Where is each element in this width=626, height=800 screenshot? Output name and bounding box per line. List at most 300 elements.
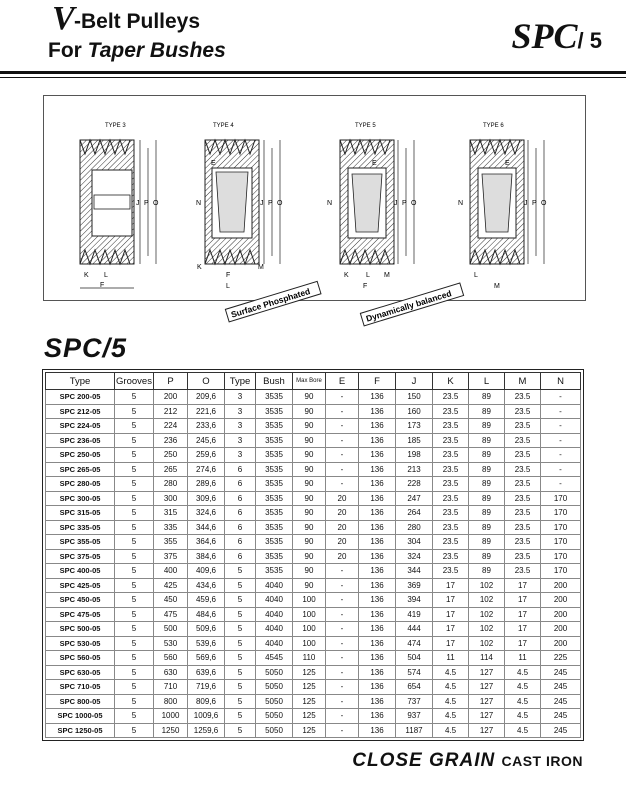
table-cell: 89 [469, 404, 505, 419]
table-cell: 369 [396, 578, 433, 593]
type-4-dim-m: M [258, 264, 264, 271]
table-cell: SPC 530-05 [46, 636, 115, 651]
table-cell: 213 [396, 462, 433, 477]
table-cell: 170 [541, 506, 581, 521]
table-cell: 3535 [256, 564, 293, 579]
table-cell: 23.5 [433, 520, 469, 535]
table-cell: 136 [359, 593, 396, 608]
table-cell: 102 [469, 578, 505, 593]
table-cell: 136 [359, 462, 396, 477]
table-cell: 264 [396, 506, 433, 521]
table-cell: - [541, 419, 581, 434]
table-cell: 4.5 [505, 723, 541, 738]
table-cell: 170 [541, 535, 581, 550]
table-cell: 23.5 [505, 535, 541, 550]
table-cell: 89 [469, 549, 505, 564]
table-cell: SPC 355-05 [46, 535, 115, 550]
type-6-dim-o: O [541, 200, 547, 207]
type-4-dim-l: L [226, 283, 230, 290]
table-cell: 23.5 [433, 433, 469, 448]
table-cell: 23.5 [505, 506, 541, 521]
table-cell: SPC 335-05 [46, 520, 115, 535]
table-cell: 3 [225, 433, 256, 448]
table-cell: 23.5 [433, 491, 469, 506]
table-cell: - [326, 448, 359, 463]
footer-emph: CLOSE GRAIN [352, 750, 496, 771]
footer-rest: CAST IRON [501, 753, 583, 769]
table-cell: 250 [154, 448, 188, 463]
table-cell: 233,6 [188, 419, 225, 434]
table-cell: 17 [433, 636, 469, 651]
table-cell: 3 [225, 390, 256, 405]
table-cell: 17 [505, 636, 541, 651]
table-cell: - [326, 651, 359, 666]
table-cell: - [541, 462, 581, 477]
table-cell: 6 [225, 535, 256, 550]
type-5-dim-j: J [394, 200, 398, 207]
table-cell: 6 [225, 520, 256, 535]
table-cell: 265 [154, 462, 188, 477]
table-row [46, 564, 581, 579]
table-cell: 809,6 [188, 694, 225, 709]
col-header-p: P [154, 373, 188, 390]
table-cell: 3535 [256, 491, 293, 506]
table-cell: 5 [115, 680, 154, 695]
table-cell: 23.5 [433, 506, 469, 521]
table-cell: 6 [225, 549, 256, 564]
table-cell: 737 [396, 694, 433, 709]
type-6-dim-l: L [474, 272, 478, 279]
table-cell: - [326, 622, 359, 637]
table-row [46, 636, 581, 651]
table-cell: 245 [541, 709, 581, 724]
table-cell: 200 [541, 607, 581, 622]
table-cell: - [326, 593, 359, 608]
table-cell: 90 [293, 506, 326, 521]
table-cell: 136 [359, 709, 396, 724]
type-5-dim-n: N [327, 200, 333, 207]
table-cell: 102 [469, 593, 505, 608]
table-cell: 225 [541, 651, 581, 666]
table-cell: 136 [359, 549, 396, 564]
table-cell: 136 [359, 622, 396, 637]
table-cell: SPC 265-05 [46, 462, 115, 477]
table-cell: 23.5 [505, 419, 541, 434]
table-cell: SPC 560-05 [46, 651, 115, 666]
table-cell: 136 [359, 433, 396, 448]
table-cell: 23.5 [505, 549, 541, 564]
table-row [46, 535, 581, 550]
table-cell: 4040 [256, 622, 293, 637]
table-row [46, 520, 581, 535]
table-cell: 5 [115, 506, 154, 521]
table-cell: 89 [469, 448, 505, 463]
table-cell: 90 [293, 390, 326, 405]
table-cell: - [326, 680, 359, 695]
table-cell: 136 [359, 477, 396, 492]
table-cell: 127 [469, 709, 505, 724]
table-cell: 400 [154, 564, 188, 579]
table-cell: 5 [225, 665, 256, 680]
table-cell: 4.5 [505, 709, 541, 724]
table-cell: - [541, 404, 581, 419]
table-cell: SPC 250-05 [46, 448, 115, 463]
table-cell: 289,6 [188, 477, 225, 492]
table-cell: - [326, 419, 359, 434]
table-cell: 23.5 [505, 491, 541, 506]
table-row [46, 448, 581, 463]
table-cell: 574 [396, 665, 433, 680]
table-cell: 5 [115, 462, 154, 477]
table-cell: 5050 [256, 694, 293, 709]
table-cell: 89 [469, 419, 505, 434]
table-cell: 800 [154, 694, 188, 709]
table-cell: 425 [154, 578, 188, 593]
table-cell: 4.5 [433, 709, 469, 724]
series-code-suffix: / 5 [577, 28, 602, 53]
footer-tagline [352, 750, 583, 772]
col-header-j: J [396, 373, 433, 390]
table-cell: 136 [359, 723, 396, 738]
table-cell: 245,6 [188, 433, 225, 448]
table-cell: 3 [225, 404, 256, 419]
table-cell: 3 [225, 448, 256, 463]
table-cell: 4.5 [505, 665, 541, 680]
table-cell: - [541, 433, 581, 448]
table-cell: 504 [396, 651, 433, 666]
table-cell: 6 [225, 462, 256, 477]
table-cell: 136 [359, 448, 396, 463]
table-cell: 5 [225, 709, 256, 724]
table-cell: 4040 [256, 636, 293, 651]
table-cell: 247 [396, 491, 433, 506]
table-cell: 228 [396, 477, 433, 492]
table-cell: 102 [469, 607, 505, 622]
col-header-n: N [541, 373, 581, 390]
table-cell: 324 [396, 549, 433, 564]
table-cell: 4.5 [505, 680, 541, 695]
type-5-label: TYPE 5 [355, 123, 376, 129]
table-cell: SPC 212-05 [46, 404, 115, 419]
table-cell: 136 [359, 506, 396, 521]
table-cell: 200 [541, 636, 581, 651]
table-cell: - [541, 477, 581, 492]
table-cell: 125 [293, 665, 326, 680]
col-header-max-bore [293, 373, 326, 390]
table-cell: 3535 [256, 520, 293, 535]
table-cell: 569,6 [188, 651, 225, 666]
table-cell: 136 [359, 694, 396, 709]
table-cell: 89 [469, 491, 505, 506]
table-cell: 136 [359, 564, 396, 579]
table-cell: 5 [225, 651, 256, 666]
spec-table [45, 372, 581, 738]
table-cell: 221,6 [188, 404, 225, 419]
table-cell: 89 [469, 564, 505, 579]
table-cell: 1250 [154, 723, 188, 738]
table-cell: 23.5 [433, 535, 469, 550]
table-cell: 344,6 [188, 520, 225, 535]
table-cell: 136 [359, 651, 396, 666]
title-line-2-emph: Taper Bushes [87, 39, 226, 62]
table-cell: 4545 [256, 651, 293, 666]
table-cell: - [326, 433, 359, 448]
table-cell: 5 [225, 607, 256, 622]
type-3-dim-p: P [144, 200, 149, 207]
table-cell: 136 [359, 390, 396, 405]
table-cell: SPC 475-05 [46, 607, 115, 622]
type-6-dim-p: P [532, 200, 537, 207]
table-cell: 170 [541, 520, 581, 535]
table-cell: 200 [541, 622, 581, 637]
table-cell: 5 [115, 694, 154, 709]
table-cell: 5050 [256, 709, 293, 724]
col-header-bush: Bush [256, 373, 293, 390]
table-cell: 280 [396, 520, 433, 535]
table-cell: 475 [154, 607, 188, 622]
table-cell: 5 [115, 723, 154, 738]
table-cell: 23.5 [505, 433, 541, 448]
type-4-dim-n: N [196, 200, 202, 207]
table-cell: 394 [396, 593, 433, 608]
table-cell: 90 [293, 564, 326, 579]
table-cell: SPC 425-05 [46, 578, 115, 593]
table-cell: 23.5 [505, 520, 541, 535]
table-cell: 5 [115, 636, 154, 651]
table-cell: 23.5 [433, 549, 469, 564]
table-cell: 5 [115, 390, 154, 405]
table-cell: 20 [326, 549, 359, 564]
table-cell: 5 [115, 448, 154, 463]
table-cell: 110 [293, 651, 326, 666]
table-cell: 4.5 [433, 723, 469, 738]
table-cell: 5 [225, 593, 256, 608]
table-cell: 3535 [256, 535, 293, 550]
table-cell: - [326, 564, 359, 579]
table-cell: 90 [293, 477, 326, 492]
type-5-dim-e: E [372, 160, 377, 167]
table-cell: 245 [541, 665, 581, 680]
table-cell: 5 [225, 622, 256, 637]
table-cell: 90 [293, 462, 326, 477]
table-cell: 5 [225, 694, 256, 709]
table-cell: 500 [154, 622, 188, 637]
type-6-dim-e: E [505, 160, 510, 167]
table-row [46, 477, 581, 492]
table-row [46, 578, 581, 593]
col-header-l: L [469, 373, 505, 390]
type-5-dim-k: K [344, 272, 349, 279]
table-cell: 315 [154, 506, 188, 521]
table-cell: - [326, 477, 359, 492]
col-header-type: Type [46, 373, 115, 390]
table-cell: 212 [154, 404, 188, 419]
table-cell: 4040 [256, 593, 293, 608]
table-cell: 444 [396, 622, 433, 637]
table-cell: 125 [293, 680, 326, 695]
table-cell: SPC 224-05 [46, 419, 115, 434]
table-cell: 185 [396, 433, 433, 448]
table-cell: 654 [396, 680, 433, 695]
table-cell: 17 [433, 607, 469, 622]
table-cell: 5 [115, 593, 154, 608]
type-6-dim-n: N [458, 200, 464, 207]
table-cell: 5 [115, 665, 154, 680]
table-cell: 355 [154, 535, 188, 550]
type-4-dim-k: K [197, 264, 202, 271]
table-cell: 335 [154, 520, 188, 535]
type-5-dim-p: P [402, 200, 407, 207]
type-5-dim-o: O [411, 200, 417, 207]
table-row [46, 593, 581, 608]
table-cell: 719,6 [188, 680, 225, 695]
table-cell: SPC 300-05 [46, 491, 115, 506]
table-cell: 136 [359, 636, 396, 651]
table-cell: 17 [433, 622, 469, 637]
table-cell: SPC 450-05 [46, 593, 115, 608]
table-cell: 3535 [256, 477, 293, 492]
table-cell: 23.5 [505, 390, 541, 405]
table-cell: 90 [293, 491, 326, 506]
table-cell: 170 [541, 491, 581, 506]
table-cell: 3535 [256, 549, 293, 564]
table-row [46, 694, 581, 709]
table-cell: 236 [154, 433, 188, 448]
table-cell: - [326, 404, 359, 419]
table-row [46, 651, 581, 666]
table-cell: 200 [541, 593, 581, 608]
type-3-drawing [80, 123, 159, 289]
table-cell: 100 [293, 636, 326, 651]
table-cell: 11 [433, 651, 469, 666]
table-cell: 639,6 [188, 665, 225, 680]
type-5-dim-f: F [363, 283, 368, 290]
table-cell: 200 [154, 390, 188, 405]
table-cell: 17 [433, 578, 469, 593]
table-cell: 136 [359, 665, 396, 680]
table-row [46, 622, 581, 637]
col-header-type2: Type [225, 373, 256, 390]
table-cell: 23.5 [433, 404, 469, 419]
table-cell: 3 [225, 419, 256, 434]
table-cell: 5 [115, 549, 154, 564]
type-3-dim-f: F [100, 282, 105, 289]
table-cell: 245 [541, 680, 581, 695]
table-cell: 136 [359, 578, 396, 593]
table-cell: 5 [225, 564, 256, 579]
table-cell: 5 [115, 709, 154, 724]
table-cell: 5 [115, 578, 154, 593]
table-cell: 5 [115, 622, 154, 637]
table-cell: 384,6 [188, 549, 225, 564]
table-cell: 5 [225, 636, 256, 651]
table-cell: 136 [359, 680, 396, 695]
table-body [46, 390, 581, 738]
table-cell: 11 [505, 651, 541, 666]
type-4-dim-j: J [260, 200, 264, 207]
col-header-o: O [188, 373, 225, 390]
table-cell: 4.5 [433, 665, 469, 680]
col-header-e: E [326, 373, 359, 390]
table-cell: 5050 [256, 680, 293, 695]
type-6-dim-m: M [494, 283, 500, 290]
table-cell: 23.5 [505, 448, 541, 463]
table-cell: 125 [293, 723, 326, 738]
table-cell: 560 [154, 651, 188, 666]
table-row [46, 506, 581, 521]
table-cell: 5050 [256, 665, 293, 680]
table-cell: 5 [115, 433, 154, 448]
table-cell: 102 [469, 622, 505, 637]
table-cell: 3535 [256, 404, 293, 419]
table-cell: - [326, 578, 359, 593]
table-cell: 300 [154, 491, 188, 506]
table-cell: 125 [293, 709, 326, 724]
table-cell: 539,6 [188, 636, 225, 651]
table-cell: 160 [396, 404, 433, 419]
table-cell: 1009,6 [188, 709, 225, 724]
table-cell: 89 [469, 433, 505, 448]
table-cell: 3535 [256, 462, 293, 477]
table-cell: 127 [469, 680, 505, 695]
table-cell: 5 [115, 419, 154, 434]
table-cell: 4.5 [433, 680, 469, 695]
table-cell: 509,6 [188, 622, 225, 637]
table-cell: 5 [115, 535, 154, 550]
table-cell: SPC 1000-05 [46, 709, 115, 724]
table-cell: 364,6 [188, 535, 225, 550]
table-cell: 127 [469, 665, 505, 680]
table-cell: 4.5 [433, 694, 469, 709]
table-cell: 136 [359, 607, 396, 622]
table-cell: 4040 [256, 578, 293, 593]
table-cell: 90 [293, 535, 326, 550]
col-header-m: M [505, 373, 541, 390]
table-cell: 23.5 [433, 390, 469, 405]
table-cell: 630 [154, 665, 188, 680]
table-cell: 90 [293, 578, 326, 593]
table-cell: 17 [505, 593, 541, 608]
table-cell: 23.5 [433, 419, 469, 434]
table-cell: 100 [293, 607, 326, 622]
table-cell: SPC 500-05 [46, 622, 115, 637]
table-row [46, 680, 581, 695]
table-cell: 23.5 [505, 404, 541, 419]
table-cell: 4.5 [505, 694, 541, 709]
table-cell: 170 [541, 564, 581, 579]
table-cell: - [326, 607, 359, 622]
type-3-dim-o: O [153, 200, 159, 207]
table-cell: 3535 [256, 448, 293, 463]
type-5-dim-m: M [384, 272, 390, 279]
table-cell: 375 [154, 549, 188, 564]
table-cell: 224 [154, 419, 188, 434]
table-cell: SPC 315-05 [46, 506, 115, 521]
pulley-diagram [0, 0, 626, 340]
spec-table-frame [42, 369, 584, 741]
table-cell: 23.5 [433, 477, 469, 492]
table-cell: 280 [154, 477, 188, 492]
type-6-drawing [458, 123, 547, 290]
table-cell: 136 [359, 535, 396, 550]
type-3-dim-k: K [84, 272, 89, 279]
table-cell: SPC 200-05 [46, 390, 115, 405]
type-6-label: TYPE 6 [483, 123, 504, 129]
table-cell: - [541, 390, 581, 405]
table-row [46, 607, 581, 622]
type-4-dim-e: E [211, 160, 216, 167]
type-4-dim-o: O [277, 200, 283, 207]
